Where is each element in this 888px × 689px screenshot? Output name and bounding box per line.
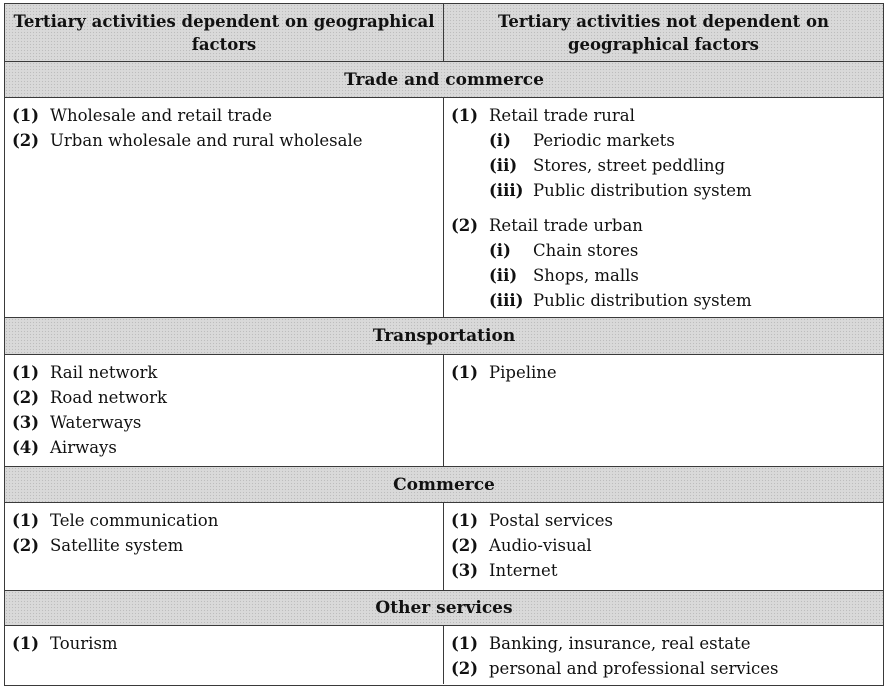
activities-table	[4, 3, 884, 686]
list-item: (4) Airways	[12, 438, 117, 457]
list-item: (2) Urban wholesale and rural wholesale	[12, 131, 363, 150]
sub-list-item: (ii) Stores, street peddling	[489, 156, 726, 175]
section-body-trade-and-commerce	[5, 98, 883, 318]
not-dependent-cell	[444, 503, 883, 590]
column-header-not-dependent: Tertiary activities not dependent on geographical factors	[498, 11, 829, 54]
section-title-commerce: Commerce	[5, 467, 883, 503]
list-item: (2) Road network	[12, 388, 167, 407]
list-item: (1) Banking, insurance, real estate	[451, 634, 751, 653]
not-dependent-cell	[444, 98, 883, 317]
sub-list-item: (i) Periodic markets	[489, 131, 675, 150]
list-item: (1) Retail trade rural	[451, 106, 635, 125]
sub-list-item: (ii) Shops, malls	[489, 266, 639, 285]
list-item: (1) Pipeline	[451, 363, 557, 382]
sub-list-item: (i) Chain stores	[489, 241, 639, 260]
dependent-cell	[5, 355, 443, 466]
list-item: (1) Rail network	[12, 363, 158, 382]
column-header-dependent: Tertiary activities dependent on geographical factors	[13, 11, 435, 54]
section-body-commerce	[5, 503, 883, 591]
dependent-cell	[5, 503, 443, 590]
section-title-transportation: Transportation	[5, 318, 883, 355]
section-title-trade-and-commerce: Trade and commerce	[5, 62, 883, 98]
sub-list-item: (iii) Public distribution system	[489, 181, 752, 200]
list-item: (1) Tourism	[12, 634, 118, 653]
list-item: (2) Audio-visual	[451, 536, 592, 555]
not-dependent-cell	[444, 626, 883, 684]
list-item: (1) Postal services	[451, 511, 614, 530]
dependent-cell	[5, 626, 443, 684]
dependent-cell	[5, 98, 443, 317]
sub-list-item: (iii) Public distribution system	[489, 291, 752, 310]
list-item: (3) Waterways	[12, 413, 142, 432]
list-item: (2) personal and professional services	[451, 659, 779, 678]
list-item: (2) Retail trade urban	[451, 216, 643, 235]
not-dependent-cell	[444, 355, 883, 466]
list-item: (1) Tele communication	[12, 511, 219, 530]
list-item: (3) Internet	[451, 561, 558, 580]
list-item: (1) Wholesale and retail trade	[12, 106, 273, 125]
section-body-other-services	[5, 626, 883, 684]
list-item: (2) Satellite system	[12, 536, 184, 555]
table-header-row	[5, 4, 883, 62]
section-title-other-services: Other services	[5, 591, 883, 626]
section-body-transportation	[5, 355, 883, 467]
